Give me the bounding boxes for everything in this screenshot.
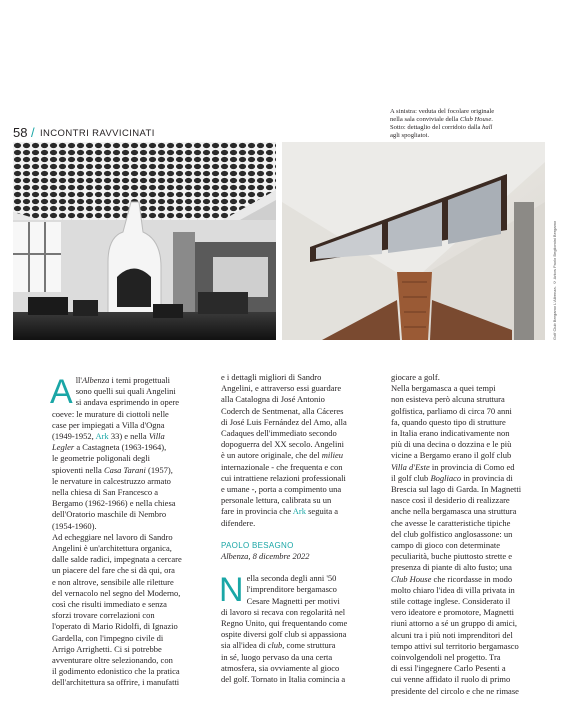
text-line: Regno Unito, qui frequentando come: [221, 618, 348, 629]
text-line: di essi l'ingegnere Carlo Pesenti a: [391, 663, 506, 674]
text-column-2: [221, 372, 374, 685]
text-line: vero ideatore e promotore, Magnetti: [391, 607, 514, 618]
author-name: PAOLO BESAGNO: [221, 540, 294, 550]
caption-line: nella sala conviviale della Club House.: [390, 116, 493, 123]
text-line: sforzi trovare correlazioni con: [52, 610, 155, 621]
text-line: ella seconda degli anni '50: [246, 573, 337, 584]
text-line: in sé, luogo pervaso da una certa: [221, 651, 333, 662]
text-line: si andava esprimendo in opere: [75, 397, 180, 408]
photo-corridor: [282, 142, 545, 340]
text-line: dell'architettura sa offrire, i manufatti: [52, 677, 180, 688]
text-line: Ad echeggiare nel lavoro di Sandro: [52, 531, 173, 542]
magazine-name: Ark: [292, 506, 306, 517]
text-line: alcuni tra i più noti imprenditori del: [391, 629, 513, 640]
photo-caption: [390, 108, 560, 140]
page-number: 58: [13, 125, 28, 140]
caption-line: agli spogliatoi.: [390, 132, 430, 139]
text-line: e umane -, porta a compimento una: [221, 484, 342, 495]
text-line: Bergamo (1962-1966) e nella chiesa: [52, 498, 176, 509]
text-line: l'operato di Mario Ridolfi, di Ignazio: [52, 621, 178, 632]
text-line: e non altrove, sensibile alle riletture: [52, 576, 174, 587]
text-line: peculiarità, buche piuttosto strette e: [391, 551, 513, 562]
text-line: Cesare Magnetti per motivi: [246, 595, 340, 606]
text-line: un piacere del fare che si dà qui, ora: [52, 565, 175, 576]
caption-line: Sotto: dettaglio del corridoio dalla hall: [390, 124, 493, 131]
text-line: non esisteva però alcuna struttura: [391, 394, 505, 405]
drop-cap: N: [219, 571, 244, 610]
text-line: Coderch de Sentmenat, alla Cáceres: [221, 405, 344, 416]
caption-line: A sinistra: veduta del focolare originale: [390, 108, 495, 115]
text-line: atmosfera, sia ovviamente al gioco: [221, 662, 340, 673]
text-line: è un autore originale, che del milieu: [221, 450, 344, 461]
text-line: Cadaques dell'immediato secondo: [221, 428, 337, 439]
text-line: molto chiaro l'idea di villa privata in: [391, 584, 515, 595]
text-line: case per impiegati a Villa d'Ogna: [52, 419, 165, 430]
text-line: Club House che ricordasse in modo: [391, 573, 513, 584]
text-line: del golf. Tornato in Italia comincia a: [221, 674, 346, 685]
text-line: Gardella, con l'impegno civile di: [52, 632, 164, 643]
text-line: coeve: le murature di ciottoli nelle: [52, 408, 169, 419]
text-line: stile cottage inglese. Considerato il: [391, 596, 511, 607]
text-line: anche nella bergamasca una struttura: [391, 506, 517, 517]
text-line: Brescia sul lago di Garda. In Magnetti: [391, 484, 522, 495]
text-line: spioventi nella Casa Tarani (1957),: [52, 464, 173, 475]
text-line: sia all'idea di club, come struttura: [221, 640, 336, 651]
photo-credit: Golf Club Bergamo L'Albenza. © Arkos Paolo Begliomini Bergamo: [552, 220, 557, 340]
text-line: il godimento edonistico che la pratica: [52, 666, 180, 677]
text-line: cui venne affidato il ruolo di primo: [391, 674, 511, 685]
text-line: nella chiesa di San Francesco a: [52, 487, 158, 498]
text-line: sono quelli sui quali Angelini: [75, 386, 176, 397]
text-line: tempo attivi sul territorio bergamasco: [391, 640, 519, 651]
text-line: le nervature in calcestruzzo armato: [52, 475, 171, 486]
text-line: di lavoro si recava con regolarità nel: [221, 606, 346, 617]
text-line: presidente del circolo e che ne rimase: [391, 685, 519, 696]
text-line: (1954-1960).: [52, 520, 97, 531]
section-separator: /: [31, 125, 35, 140]
text-line: riunì attorno a sé un gruppo di amici,: [391, 618, 518, 629]
text-line: difendere.: [221, 517, 256, 528]
text-column-3: [391, 372, 544, 697]
text-line: dalle salde radici, impegnata a cercare: [52, 554, 182, 565]
text-line: Angelini è un'architettura organica,: [52, 543, 172, 554]
drop-cap: A: [50, 373, 73, 411]
text-line: coinvolgendoli nel progetto. Tra: [391, 652, 501, 663]
text-line: internazionale - che frequenta e con: [221, 461, 343, 472]
text-line: del vernacolo nel segno del Moderno,: [52, 587, 181, 598]
text-line: avventurare oltre selezionando, con: [52, 655, 173, 666]
text-column-1: [52, 375, 205, 689]
text-line: dell'Oratorio maschile di Nembro: [52, 509, 167, 520]
text-line: golfistica, parliamo di circa 70 anni: [391, 405, 512, 416]
text-line: che avesse le caratteristiche tipiche: [391, 517, 511, 528]
text-line: del club golfistico anglosassone: un: [391, 528, 513, 539]
text-line: campo di gioco con determinate: [391, 540, 501, 551]
text-line: ll'Albenza i temi progettuali: [75, 375, 171, 385]
text-line: Angelini, e attraverso essi guardare: [221, 383, 342, 394]
text-line: fa, quando questo tipo di strutture: [391, 416, 506, 427]
text-line: giocare a golf.: [391, 372, 440, 382]
dateline: Albenza, 8 dicembre 2022: [221, 551, 310, 562]
section-title: INCONTRI RAVVICINATI: [40, 128, 155, 139]
text-line: alla Catalogna di José Antonio: [221, 394, 325, 405]
text-line: così che risulti immediato e senza: [52, 599, 167, 610]
text-line: Nella bergamasca a quei tempi: [391, 383, 496, 394]
text-line: nasce così il desiderio di realizzare: [391, 495, 510, 506]
text-line: Legler a Castagneta (1963-1964),: [52, 442, 167, 453]
text-line: il golf club Bogliaco in provincia di: [391, 472, 513, 483]
text-line: cui intrattiene relazioni professionali: [221, 472, 346, 483]
text-line: Arrigo Arrighetti. Ci si potrebbe: [52, 643, 162, 654]
photo-hearth-hall: [13, 142, 276, 340]
text-line: dopoguerra del XX secolo. Angelini: [221, 439, 344, 450]
text-line: e i dettagli migliori di Sandro: [221, 372, 322, 382]
text-line: presenza di piante di alto fusto; una: [391, 562, 512, 573]
text-line: (1949-1952, Ark 33) e nella Villa: [52, 431, 165, 442]
text-line: più di una decina o dozzina e le più: [391, 439, 512, 450]
text-line: vicine a Bergamo erano il golf club: [391, 450, 512, 461]
text-line: di José Luis Fernández del Amo, alla: [221, 416, 347, 427]
text-line: l'imprenditore bergamasco: [246, 584, 337, 595]
text-line: in Italia erano indicativamente non: [391, 428, 510, 439]
text-line: Villa d'Este in provincia di Como ed: [391, 461, 515, 472]
text-line: fare in provincia che Ark seguita a: [221, 506, 339, 517]
text-line: personale lettura, calibrata su un: [221, 495, 332, 506]
text-line: le geometrie poligonali degli: [52, 453, 150, 464]
text-line: ospite diversi golf club si appassiona: [221, 629, 347, 640]
magazine-name: Ark: [95, 431, 109, 442]
